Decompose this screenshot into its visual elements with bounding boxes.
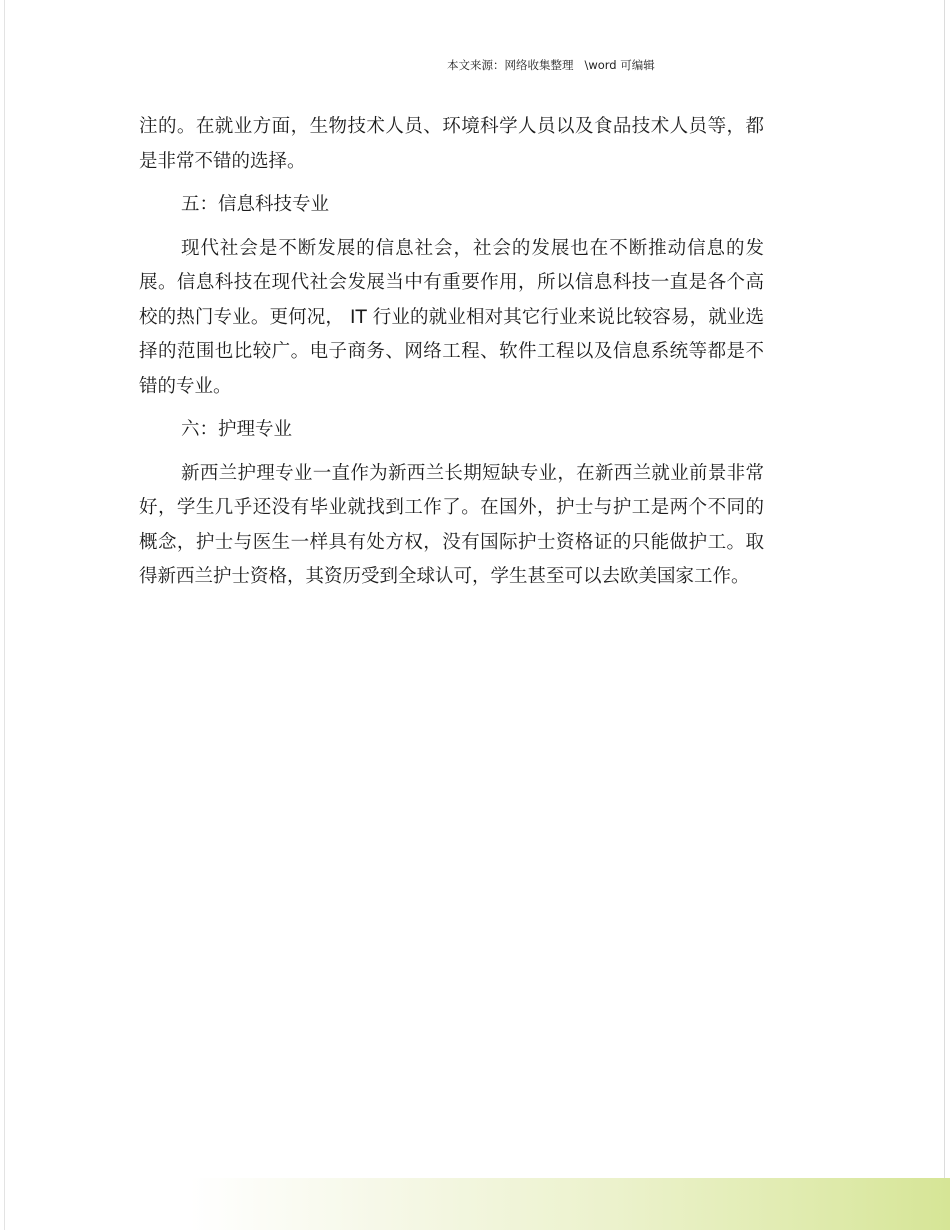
paragraph-continuation: 注的。在就业方面，生物技术人员、环境科学人员以及食品技术人员等，都是非常不错的选择。: [139, 116, 764, 172]
paragraph-nursing: 新西兰护理专业一直作为新西兰长期短缺专业，在新西兰就业前景非常好，学生几乎还没有毕业就找到工作了。在国外，护士与护工是两个不同的概念，护士与医生一样具有处方权，没有国际护士资格证的只能做护工。取得新西兰护士资格，其资历受到全球认可，学生甚至可以去欧美国家工作。: [139, 462, 764, 587]
document-body: [139, 110, 764, 604]
decorative-footer-band: [190, 1178, 950, 1230]
page-left-border: [4, 0, 5, 1230]
page-header-source-note: 本文来源：网络收集整理 \word 可编辑: [447, 58, 655, 72]
paragraph-info-tech: 现代社会是不断发展的信息社会，社会的发展也在不断推动信息的发展。信息科技在现代社会发展当中有重要作用，所以信息科技一直是各个高校的热门专业。更何况， IT 行业的就业相对其它行业来说比较容易，就业选择的范围也比较广。电子商务、网络工程、软件工程以及信息系统等都是不错的专业。: [139, 237, 764, 397]
section-heading-nursing: 六：护理专业: [181, 419, 293, 440]
section-heading-info-tech: 五：信息科技专业: [181, 194, 330, 215]
page-right-border: [944, 0, 945, 1180]
